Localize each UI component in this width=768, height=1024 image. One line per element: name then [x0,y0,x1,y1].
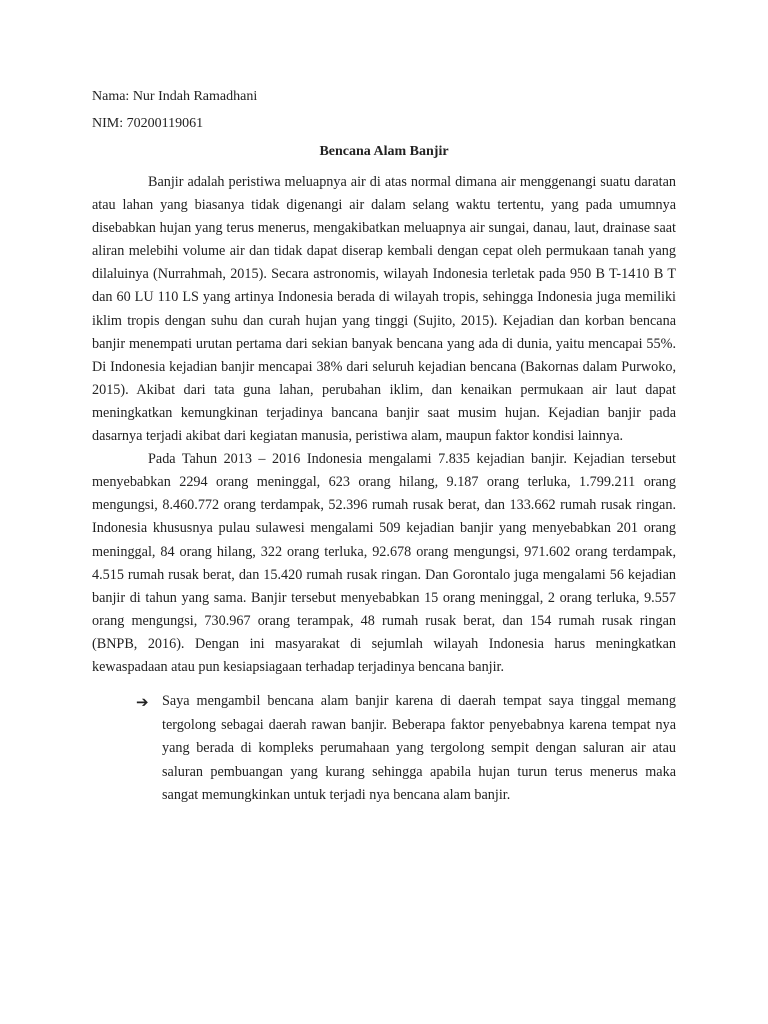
bullet-item [136,690,676,808]
document-body [92,171,676,679]
student-nim: NIM: 70200119061 [92,116,204,131]
student-name: Nama: Nur Indah Ramadhani [92,89,258,104]
document-title: Bencana Alam Banjir [319,144,449,159]
paragraph-intro: Banjir adalah peristiwa meluapnya air di atas normal dimana air menggenangi suatu daratan atau lahan yang biasanya tidak digenangi air dalam selang waktu tertentu, yang pada umumnya disebabkan hujan yang terus menerus, mengakibatkan meluapnya air sungai, danau, laut, drainase saat aliran melebihi volume air dan tidak dapat diserap kembali dengan cepat oleh permukaan tanah yang dilaluinya (Nurrahmah, 2015). Secara astronomis, wilayah Indonesia terletak pada 950 B T-1410 B T dan 60 LU 110 LS yang artinya Indonesia berada di wilayah tropis, sehingga Indonesia juga memiliki iklim tropis dengan suhu dan curah hujan yang tinggi (Sujito, 2015). Kejadian dan korban bencana banjir menempati urutan pertama dari sekian banyak bencana yang ada di dunia, yaitu mencapai 55%. Di Indonesia kejadian banjir mencapai 38% dari seluruh kejadian bencana (Bakornas dalam Purwoko, 2015). Akibat dari tata guna lahan, perubahan iklim, dan kenaikan permukaan air laut dapat meningkatkan kemungkinan terjadinya bancana banjir saat musim hujan. Kejadian banjir pada dasarnya terjadi akibat dari kegiatan manusia, peristiwa alam, maupun faktor kondisi lainnya. [92,174,676,445]
paragraph-statistics: Pada Tahun 2013 – 2016 Indonesia mengalami 7.835 kejadian banjir. Kejadian tersebut menyebabkan 2294 orang meninggal, 623 orang hilang, 9.187 orang terluka, 1.799.211 orang mengungsi, 8.460.772 orang terdampak, 52.396 rumah rusak berat, dan 133.662 rumah rusak ringan. Indonesia khususnya pulau sulawesi mengalami 509 kejadian banjir yang menyebabkan 201 orang meninggal, 84 orang hilang, 322 orang terluka, 92.678 orang mengungsi, 971.602 orang terdampak, 4.515 rumah rusak berat, dan 15.420 rumah rusak ringan. Dan Gorontalo juga mengalami 56 kejadian banjir di tahun yang sama. Banjir tersebut menyebabkan 15 orang meninggal, 2 orang terluka, 9.557 orang mengungsi, 730.967 orang terampak, 48 rumah rusak berat, dan 154 rumah rusak ringan (BNPB, 2016). Dengan ini masyarakat di sejumlah wilayah Indonesia harus meningkatkan kewaspadaan atau pun kesiapsiagaan terhadap terjadinya bencana banjir. [92,451,676,675]
bullet-text: Saya mengambil bencana alam banjir karena di daerah tempat saya tinggal memang tergolong sebagai daerah rawan banjir. Beberapa faktor penyebabnya karena tempat nya yang berada di kompleks perumahaan yang tergolong sempit dengan saluran air atau saluran pembuangan yang kurang sehingga apabila hujan turun terus menerus maka sangat memungkinkan untuk terjadi nya bencana alam banjir. [162,693,676,803]
arrow-right-icon: ➔ [136,693,149,711]
